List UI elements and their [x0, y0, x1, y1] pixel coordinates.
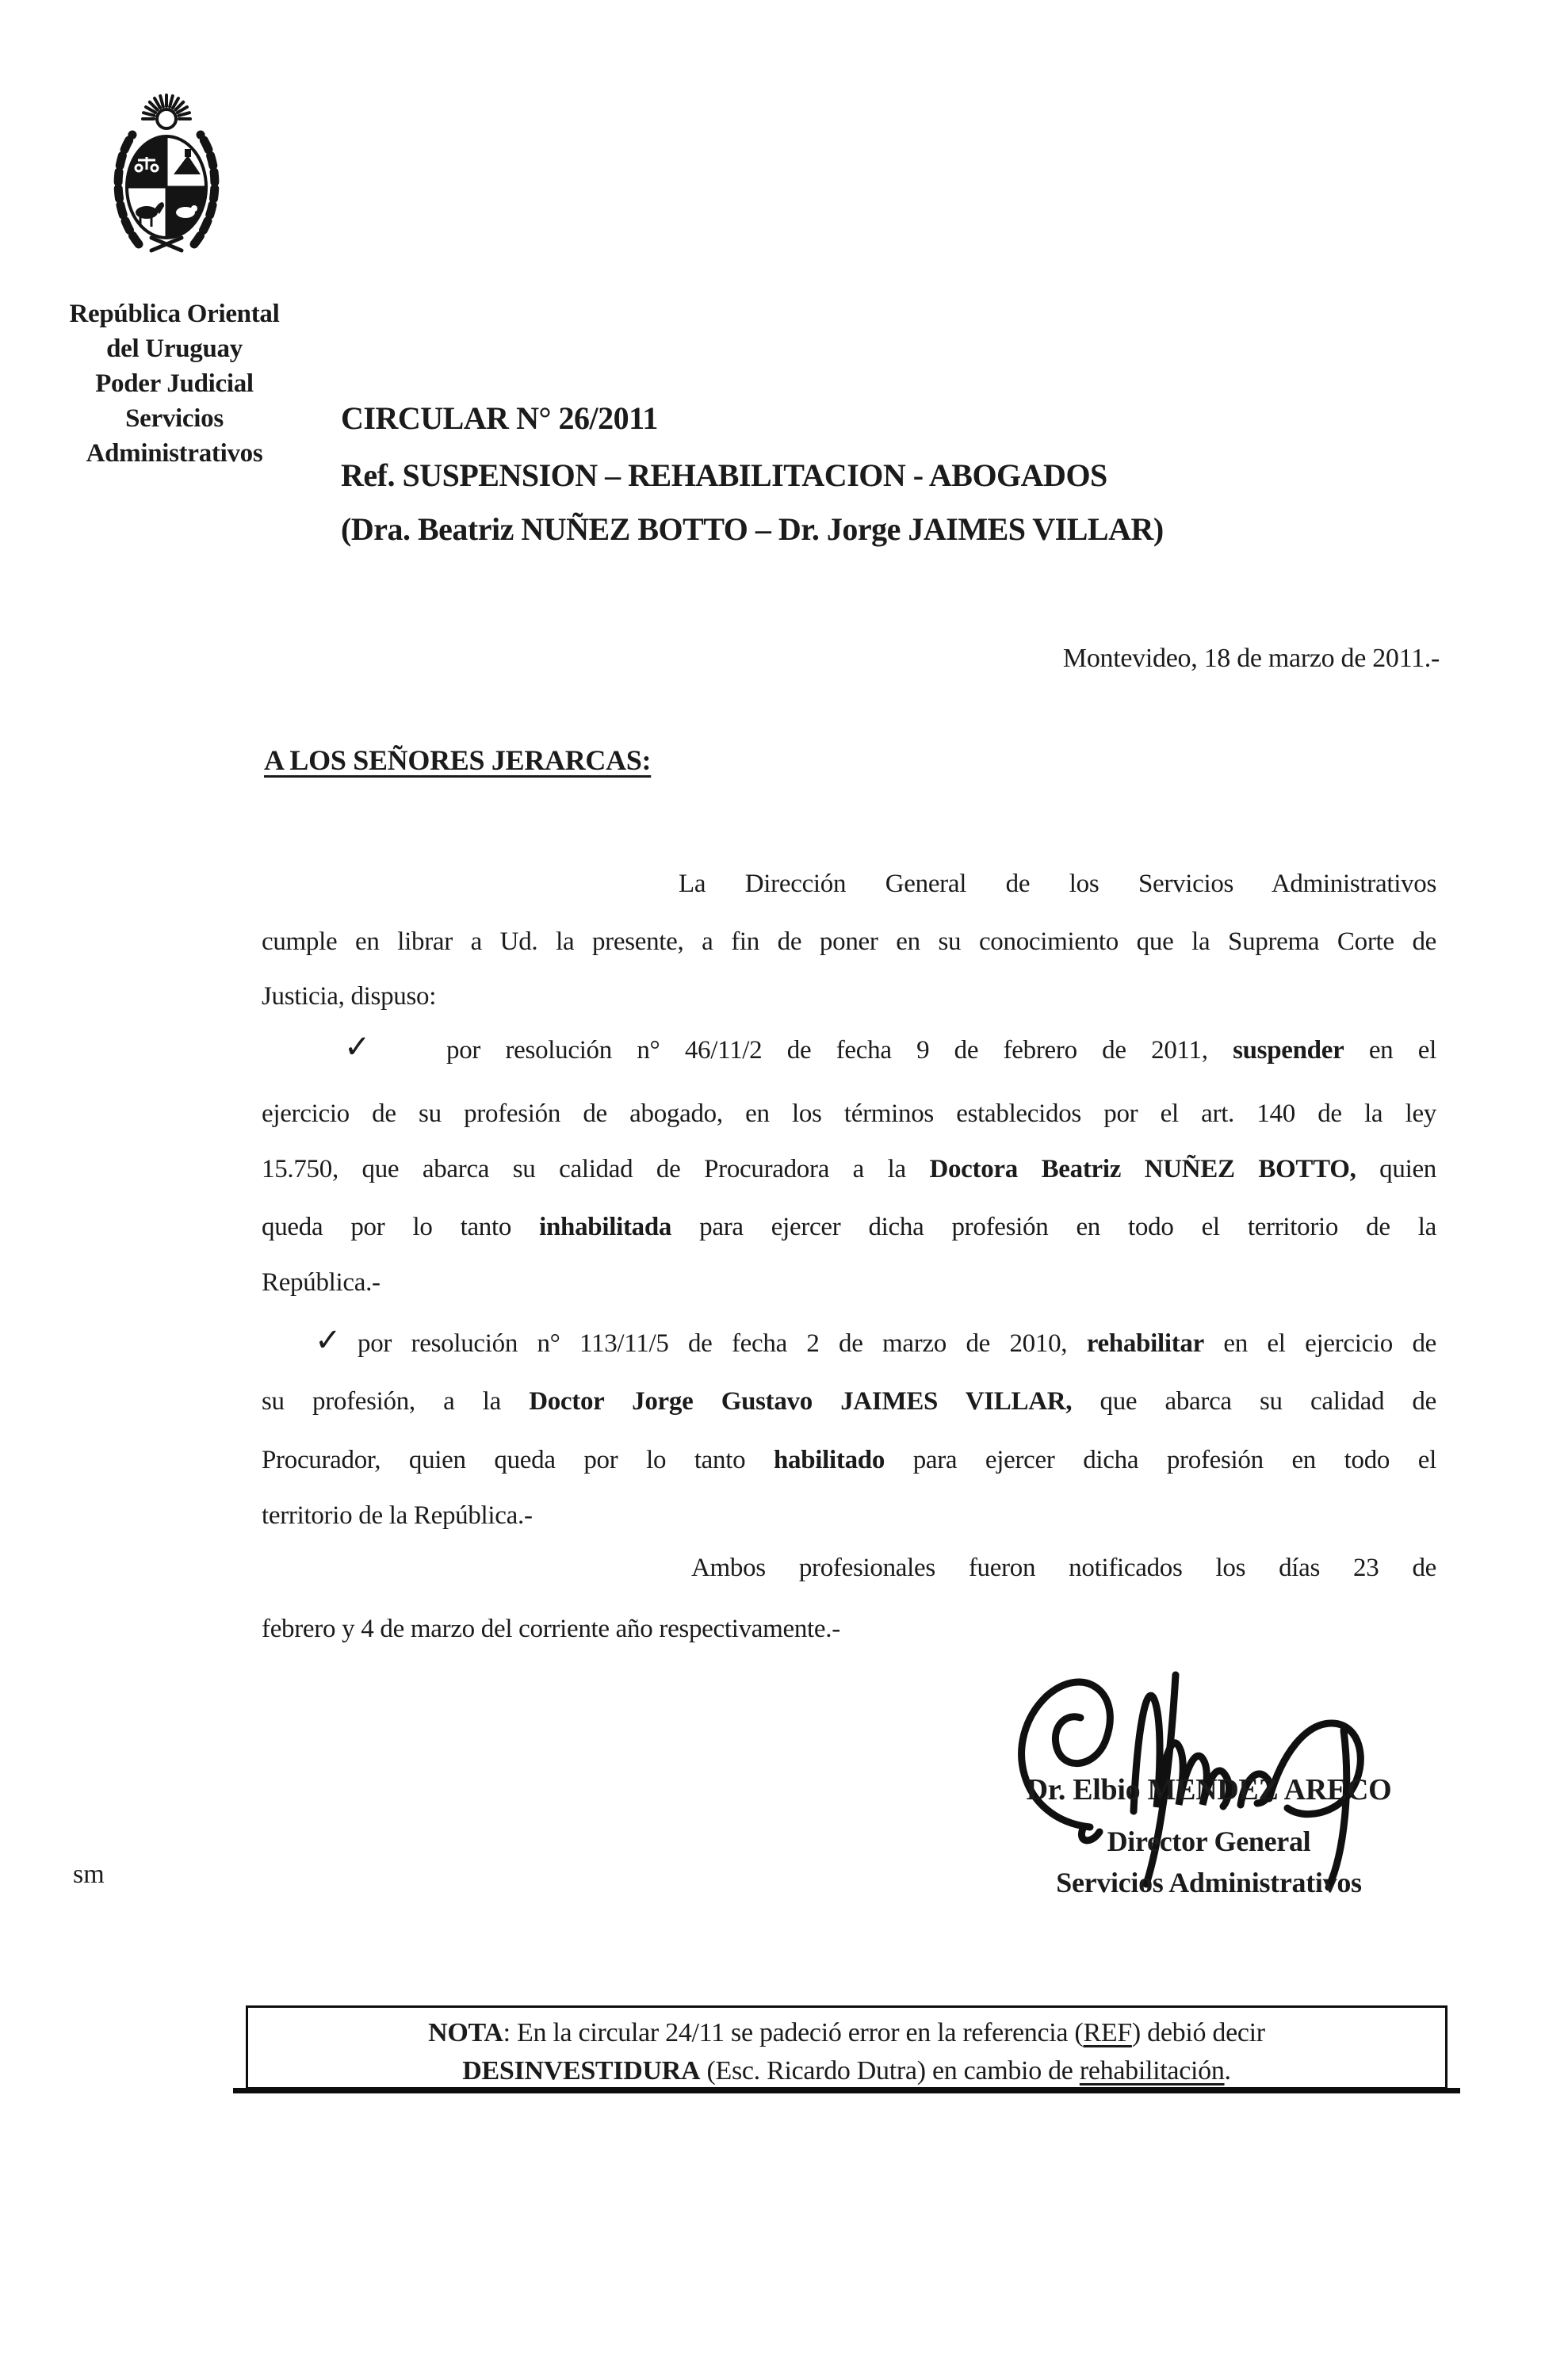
body-text: su profesión, a la — [262, 1387, 530, 1416]
org-line: Servicios — [125, 404, 224, 433]
body-line-11 — [262, 1442, 1436, 1478]
body-text: en el ejercicio de — [1203, 1329, 1436, 1358]
date-line: Montevideo, 18 de marzo de 2011.- — [1062, 644, 1440, 673]
nota-label: NOTA — [428, 2018, 503, 2047]
body-line-1: La Dirección General de los Servicios Administrativos — [679, 870, 1436, 898]
body-text-bold: suspender — [1233, 1036, 1344, 1065]
body-text: quien — [1356, 1155, 1436, 1183]
body-line-2: cumple en librar a Ud. la presente, a fin de poner en su conocimiento que la Suprema Corte de — [262, 927, 1436, 956]
check-icon: ✓ — [315, 1322, 342, 1359]
uruguay-coat-of-arms-icon — [105, 92, 228, 262]
body-line-3: Justicia, dispuso: — [262, 982, 437, 1011]
org-line: Administrativos — [86, 439, 263, 468]
parties-line: (Dra. Beatriz NUÑEZ BOTTO – Dr. Jorge JAIMES VILLAR) — [341, 511, 1164, 547]
nota-text: ) debió decir — [1131, 2018, 1265, 2047]
nota-box — [246, 2005, 1448, 2089]
body-line-4 — [262, 1029, 1436, 1069]
circular-number: CIRCULAR N° 26/2011 — [341, 400, 658, 436]
signatory-title: Director General — [1107, 1826, 1311, 1857]
typist-initials: sm — [73, 1860, 105, 1889]
org-line: del Uruguay — [106, 335, 243, 363]
body-text: en el — [1344, 1036, 1436, 1065]
check-icon: ✓ — [344, 1029, 371, 1065]
body-text: por resolución n° 46/11/2 de fecha 9 de febrero de 2011, — [446, 1036, 1233, 1065]
org-line: Poder Judicial — [95, 369, 254, 398]
body-text: queda por lo tanto — [262, 1213, 540, 1241]
body-text: 15.750, que abarca su calidad de Procuradora a la — [262, 1155, 930, 1183]
body-text-bold: habilitado — [773, 1446, 885, 1474]
signatory-office: Servicios Administrativos — [1056, 1867, 1362, 1898]
body-text-bold: rehabilitar — [1086, 1329, 1204, 1358]
body-text-bold: inhabilitada — [539, 1213, 672, 1241]
body-text: para ejercer dicha profesión en todo el — [885, 1446, 1437, 1474]
nota-text: . — [1224, 2056, 1231, 2086]
body-line-10 — [262, 1383, 1436, 1420]
body-line-7 — [262, 1209, 1436, 1245]
org-name-block — [22, 296, 327, 471]
nota-bold-term: DESINVESTIDURA — [462, 2056, 701, 2086]
body-text-bold: Doctora Beatriz NUÑEZ BOTTO, — [929, 1155, 1356, 1183]
nota-line-1 — [248, 2014, 1445, 2052]
body-text: por resolución n° 113/11/5 de fecha 2 de marzo de 2010, — [358, 1329, 1087, 1358]
body-line-5: ejercicio de su profesión de abogado, en los términos establecidos por el art. 140 de la ley — [262, 1099, 1436, 1128]
body-line-14: febrero y 4 de marzo del corriente año respectivamente.- — [262, 1615, 840, 1643]
nota-text: : En la circular 24/11 se padeció error en la referencia ( — [503, 2018, 1084, 2047]
nota-underlined-term: rehabilitación — [1079, 2056, 1225, 2086]
nota-bottom-rule — [233, 2088, 1460, 2093]
nota-line-2 — [248, 2052, 1445, 2090]
body-line-8: República.- — [262, 1268, 381, 1297]
org-line: República Oriental — [69, 300, 280, 328]
nota-text: (Esc. Ricardo Dutra) en cambio de — [700, 2056, 1080, 2086]
body-text: Procurador, quien queda por lo tanto — [262, 1446, 774, 1474]
body-line-13: Ambos profesionales fueron notificados los días 23 de — [691, 1554, 1436, 1582]
nota-ref: REF — [1083, 2018, 1132, 2047]
body-text-bold: Doctor Jorge Gustavo JAIMES VILLAR, — [529, 1387, 1073, 1416]
salutation: A LOS SEÑORES JERARCAS: — [264, 744, 652, 776]
body-text: para ejercer dicha profesión en todo el territorio de la — [671, 1213, 1436, 1241]
reference-line: Ref. SUSPENSION – REHABILITACION - ABOGADOS — [341, 457, 1107, 493]
body-line-9 — [262, 1322, 1436, 1362]
body-line-12: territorio de la República.- — [262, 1501, 533, 1530]
signatory-name: Dr. Elbio MENDEZ ARECO — [1026, 1773, 1392, 1806]
body-line-6 — [262, 1151, 1436, 1187]
body-text: que abarca su calidad de — [1072, 1387, 1436, 1416]
